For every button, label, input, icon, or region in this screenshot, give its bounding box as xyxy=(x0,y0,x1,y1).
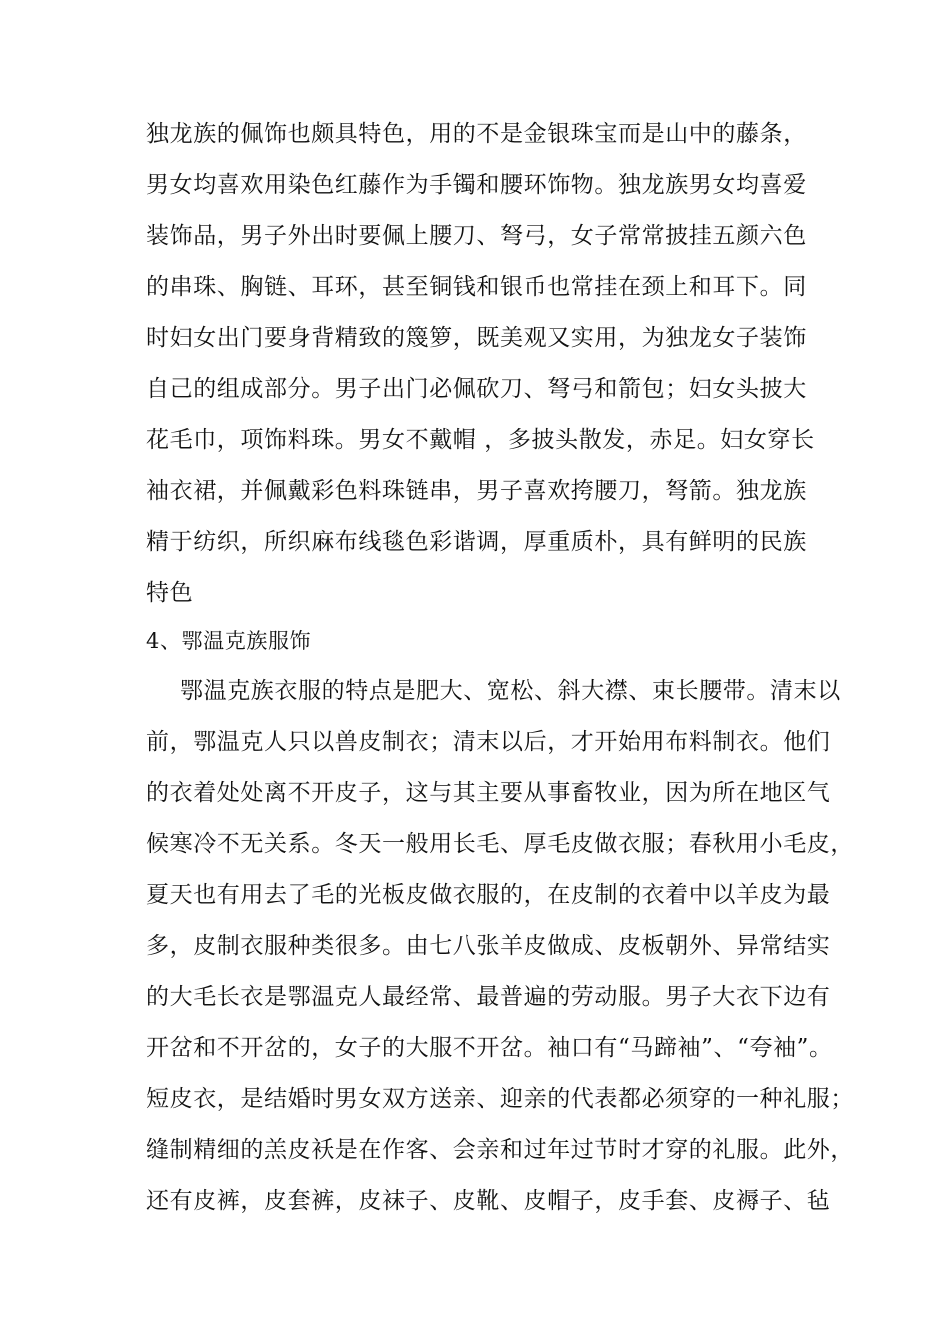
text-line: 的衣着处处离不开皮子，这与其主要从事畜牧业，因为所在地区气 xyxy=(146,780,831,806)
text-line: 候寒冷不无关系。冬天一般用长毛、厚毛皮做衣服；春秋用小毛皮， xyxy=(146,831,854,857)
text-line: 夏天也有用去了毛的光板皮做衣服的，在皮制的衣着中以羊皮为最 xyxy=(146,882,831,908)
text-line: 开岔和不开岔的，女子的大服不开岔。袖口有“马蹄袖”、“夸袖”。 xyxy=(146,1035,833,1061)
text-line: 花毛巾，项饰料珠。男女不戴帽 ，多披头散发，赤足。妇女穿长 xyxy=(146,427,815,453)
text-line: 鄂温克族衣服的特点是肥大、宽松、斜大襟、束长腰带。清末以 xyxy=(180,678,841,704)
text-line: 缝制精细的羔皮袄是在作客、会亲和过年过节时才穿的礼服。此外， xyxy=(146,1137,854,1163)
section-heading: 4、鄂温克族服饰 xyxy=(146,629,312,653)
text-line: 独龙族的佩饰也颇具特色，用的不是金银珠宝而是山中的藤条， xyxy=(146,121,807,147)
text-line: 精于纺织，所织麻布线毯色彩谐调，厚重质朴，具有鲜明的民族 xyxy=(146,529,807,555)
text-line: 袖衣裙，并佩戴彩色料珠链串，男子喜欢挎腰刀，弩箭。独龙族 xyxy=(146,478,807,504)
text-line: 短皮衣，是结婚时男女双方送亲、迎亲的代表都必须穿的一种礼服； xyxy=(146,1086,854,1112)
text-line: 的串珠、胸链、耳环，甚至铜钱和银币也常挂在颈上和耳下。同 xyxy=(146,274,807,300)
text-line: 特色 xyxy=(146,580,194,606)
text-line: 的大毛长衣是鄂温克人最经常、最普遍的劳动服。男子大衣下边有 xyxy=(146,984,831,1010)
text-line: 还有皮裤，皮套裤，皮袜子、皮靴、皮帽子，皮手套、皮褥子、毡 xyxy=(146,1188,831,1214)
text-line: 多，皮制衣服种类很多。由七八张羊皮做成、皮板朝外、异常结实 xyxy=(146,933,831,959)
text-line: 自己的组成部分。男子出门必佩砍刀、弩弓和箭包；妇女头披大 xyxy=(146,376,807,402)
text-line: 装饰品，男子外出时要佩上腰刀、弩弓，女子常常披挂五颜六色 xyxy=(146,223,807,249)
text-line: 时妇女出门要身背精致的篾箩，既美观又实用，为独龙女子装饰 xyxy=(146,325,807,351)
text-line: 男女均喜欢用染色红藤作为手镯和腰环饰物。独龙族男女均喜爱 xyxy=(146,172,807,198)
text-line: 前，鄂温克人只以兽皮制衣；清末以后，才开始用布料制衣。他们 xyxy=(146,729,831,755)
